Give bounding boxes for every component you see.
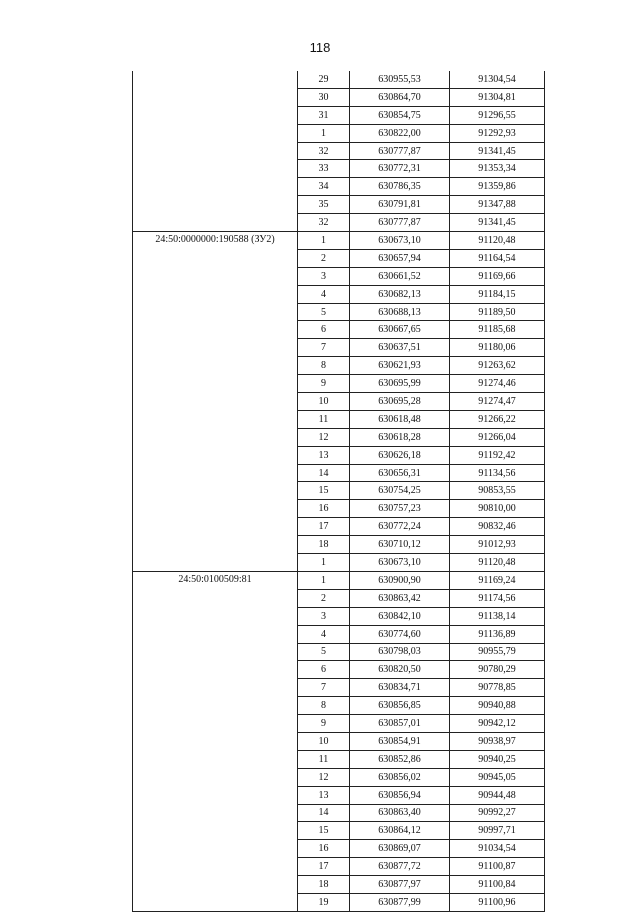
x-coordinate-cell: 630900,90: [350, 571, 450, 589]
y-coordinate-cell: 90780,29: [450, 661, 545, 679]
x-coordinate-cell: 630856,94: [350, 786, 450, 804]
y-coordinate-cell: 91034,54: [450, 840, 545, 858]
point-number-cell: 12: [298, 768, 350, 786]
y-coordinate-cell: 90942,12: [450, 715, 545, 733]
y-coordinate-cell: 91100,84: [450, 876, 545, 894]
y-coordinate-cell: 91120,48: [450, 554, 545, 572]
x-coordinate-cell: 630772,24: [350, 518, 450, 536]
point-number-cell: 15: [298, 822, 350, 840]
coordinates-table-body: [133, 71, 545, 911]
x-coordinate-cell: 630667,65: [350, 321, 450, 339]
y-coordinate-cell: 91274,46: [450, 375, 545, 393]
y-coordinate-cell: 91120,48: [450, 232, 545, 250]
x-coordinate-cell: 630688,13: [350, 303, 450, 321]
page-number: 118: [309, 40, 331, 55]
point-number-cell: 1: [298, 571, 350, 589]
point-number-cell: 14: [298, 804, 350, 822]
y-coordinate-cell: 91174,56: [450, 589, 545, 607]
x-coordinate-cell: 630673,10: [350, 232, 450, 250]
point-number-cell: 32: [298, 214, 350, 232]
x-coordinate-cell: 630869,07: [350, 840, 450, 858]
parcel-cadastral-number: 24:50:0100509:81: [133, 571, 298, 911]
point-number-cell: 5: [298, 303, 350, 321]
x-coordinate-cell: 630857,01: [350, 715, 450, 733]
y-coordinate-cell: 91100,96: [450, 893, 545, 911]
x-coordinate-cell: 630852,86: [350, 750, 450, 768]
y-coordinate-cell: 91180,06: [450, 339, 545, 357]
y-coordinate-cell: 90832,46: [450, 518, 545, 536]
x-coordinate-cell: 630854,91: [350, 732, 450, 750]
point-number-cell: 11: [298, 410, 350, 428]
point-number-cell: 15: [298, 482, 350, 500]
point-number-cell: 7: [298, 679, 350, 697]
x-coordinate-cell: 630864,70: [350, 88, 450, 106]
y-coordinate-cell: 91138,14: [450, 607, 545, 625]
y-coordinate-cell: 91359,86: [450, 178, 545, 196]
point-number-cell: 35: [298, 196, 350, 214]
y-coordinate-cell: 91266,04: [450, 428, 545, 446]
point-number-cell: 9: [298, 375, 350, 393]
y-coordinate-cell: 90940,88: [450, 697, 545, 715]
point-number-cell: 9: [298, 715, 350, 733]
point-number-cell: 10: [298, 732, 350, 750]
y-coordinate-cell: 91341,45: [450, 214, 545, 232]
point-number-cell: 5: [298, 643, 350, 661]
x-coordinate-cell: 630822,00: [350, 124, 450, 142]
x-coordinate-cell: 630791,81: [350, 196, 450, 214]
point-number-cell: 2: [298, 249, 350, 267]
point-number-cell: 1: [298, 124, 350, 142]
table-row: [133, 232, 545, 250]
y-coordinate-cell: 90810,00: [450, 500, 545, 518]
y-coordinate-cell: 91274,47: [450, 393, 545, 411]
x-coordinate-cell: 630695,99: [350, 375, 450, 393]
point-number-cell: 8: [298, 357, 350, 375]
y-coordinate-cell: 90945,05: [450, 768, 545, 786]
x-coordinate-cell: 630777,87: [350, 142, 450, 160]
y-coordinate-cell: 91169,66: [450, 267, 545, 285]
x-coordinate-cell: 630754,25: [350, 482, 450, 500]
point-number-cell: 19: [298, 893, 350, 911]
y-coordinate-cell: 91292,93: [450, 124, 545, 142]
point-number-cell: 4: [298, 625, 350, 643]
x-coordinate-cell: 630877,72: [350, 858, 450, 876]
y-coordinate-cell: 91263,62: [450, 357, 545, 375]
y-coordinate-cell: 91136,89: [450, 625, 545, 643]
x-coordinate-cell: 630626,18: [350, 446, 450, 464]
point-number-cell: 1: [298, 554, 350, 572]
y-coordinate-cell: 91100,87: [450, 858, 545, 876]
y-coordinate-cell: 90778,85: [450, 679, 545, 697]
point-number-cell: 14: [298, 464, 350, 482]
x-coordinate-cell: 630786,35: [350, 178, 450, 196]
y-coordinate-cell: 90992,27: [450, 804, 545, 822]
x-coordinate-cell: 630955,53: [350, 71, 450, 88]
y-coordinate-cell: 91189,50: [450, 303, 545, 321]
x-coordinate-cell: 630637,51: [350, 339, 450, 357]
coordinates-table: [132, 71, 545, 912]
y-coordinate-cell: 90997,71: [450, 822, 545, 840]
x-coordinate-cell: 630798,03: [350, 643, 450, 661]
x-coordinate-cell: 630863,42: [350, 589, 450, 607]
point-number-cell: 13: [298, 446, 350, 464]
point-number-cell: 17: [298, 858, 350, 876]
point-number-cell: 11: [298, 750, 350, 768]
x-coordinate-cell: 630774,60: [350, 625, 450, 643]
y-coordinate-cell: 91134,56: [450, 464, 545, 482]
x-coordinate-cell: 630877,97: [350, 876, 450, 894]
x-coordinate-cell: 630863,40: [350, 804, 450, 822]
x-coordinate-cell: 630657,94: [350, 249, 450, 267]
x-coordinate-cell: 630661,52: [350, 267, 450, 285]
y-coordinate-cell: 91012,93: [450, 536, 545, 554]
x-coordinate-cell: 630757,23: [350, 500, 450, 518]
x-coordinate-cell: 630842,10: [350, 607, 450, 625]
x-coordinate-cell: 630854,75: [350, 106, 450, 124]
y-coordinate-cell: 91192,42: [450, 446, 545, 464]
x-coordinate-cell: 630856,85: [350, 697, 450, 715]
point-number-cell: 30: [298, 88, 350, 106]
point-number-cell: 7: [298, 339, 350, 357]
point-number-cell: 6: [298, 321, 350, 339]
y-coordinate-cell: 91304,54: [450, 71, 545, 88]
point-number-cell: 32: [298, 142, 350, 160]
point-number-cell: 29: [298, 71, 350, 88]
x-coordinate-cell: 630710,12: [350, 536, 450, 554]
y-coordinate-cell: 91164,54: [450, 249, 545, 267]
y-coordinate-cell: 91169,24: [450, 571, 545, 589]
x-coordinate-cell: 630695,28: [350, 393, 450, 411]
point-number-cell: 16: [298, 840, 350, 858]
table-row: [133, 71, 545, 88]
point-number-cell: 2: [298, 589, 350, 607]
point-number-cell: 10: [298, 393, 350, 411]
y-coordinate-cell: 91184,15: [450, 285, 545, 303]
y-coordinate-cell: 91341,45: [450, 142, 545, 160]
point-number-cell: 18: [298, 876, 350, 894]
y-coordinate-cell: 90853,55: [450, 482, 545, 500]
point-number-cell: 34: [298, 178, 350, 196]
x-coordinate-cell: 630856,02: [350, 768, 450, 786]
x-coordinate-cell: 630618,48: [350, 410, 450, 428]
x-coordinate-cell: 630772,31: [350, 160, 450, 178]
y-coordinate-cell: 91296,55: [450, 106, 545, 124]
x-coordinate-cell: 630656,31: [350, 464, 450, 482]
point-number-cell: 31: [298, 106, 350, 124]
point-number-cell: 17: [298, 518, 350, 536]
y-coordinate-cell: 90955,79: [450, 643, 545, 661]
point-number-cell: 12: [298, 428, 350, 446]
x-coordinate-cell: 630777,87: [350, 214, 450, 232]
x-coordinate-cell: 630877,99: [350, 893, 450, 911]
x-coordinate-cell: 630673,10: [350, 554, 450, 572]
point-number-cell: 6: [298, 661, 350, 679]
point-number-cell: 16: [298, 500, 350, 518]
y-coordinate-cell: 90938,97: [450, 732, 545, 750]
y-coordinate-cell: 91347,88: [450, 196, 545, 214]
y-coordinate-cell: 91304,81: [450, 88, 545, 106]
y-coordinate-cell: 90940,25: [450, 750, 545, 768]
point-number-cell: 4: [298, 285, 350, 303]
x-coordinate-cell: 630621,93: [350, 357, 450, 375]
point-number-cell: 3: [298, 607, 350, 625]
point-number-cell: 1: [298, 232, 350, 250]
y-coordinate-cell: 91185,68: [450, 321, 545, 339]
point-number-cell: 18: [298, 536, 350, 554]
y-coordinate-cell: 91266,22: [450, 410, 545, 428]
point-number-cell: 8: [298, 697, 350, 715]
parcel-cadastral-number: 24:50:0000000:190588 (ЗУ2): [133, 232, 298, 572]
point-number-cell: 3: [298, 267, 350, 285]
parcel-cadastral-number: [133, 71, 298, 232]
table-row: [133, 571, 545, 589]
point-number-cell: 13: [298, 786, 350, 804]
y-coordinate-cell: 90944,48: [450, 786, 545, 804]
x-coordinate-cell: 630618,28: [350, 428, 450, 446]
x-coordinate-cell: 630834,71: [350, 679, 450, 697]
point-number-cell: 33: [298, 160, 350, 178]
y-coordinate-cell: 91353,34: [450, 160, 545, 178]
x-coordinate-cell: 630864,12: [350, 822, 450, 840]
x-coordinate-cell: 630820,50: [350, 661, 450, 679]
x-coordinate-cell: 630682,13: [350, 285, 450, 303]
